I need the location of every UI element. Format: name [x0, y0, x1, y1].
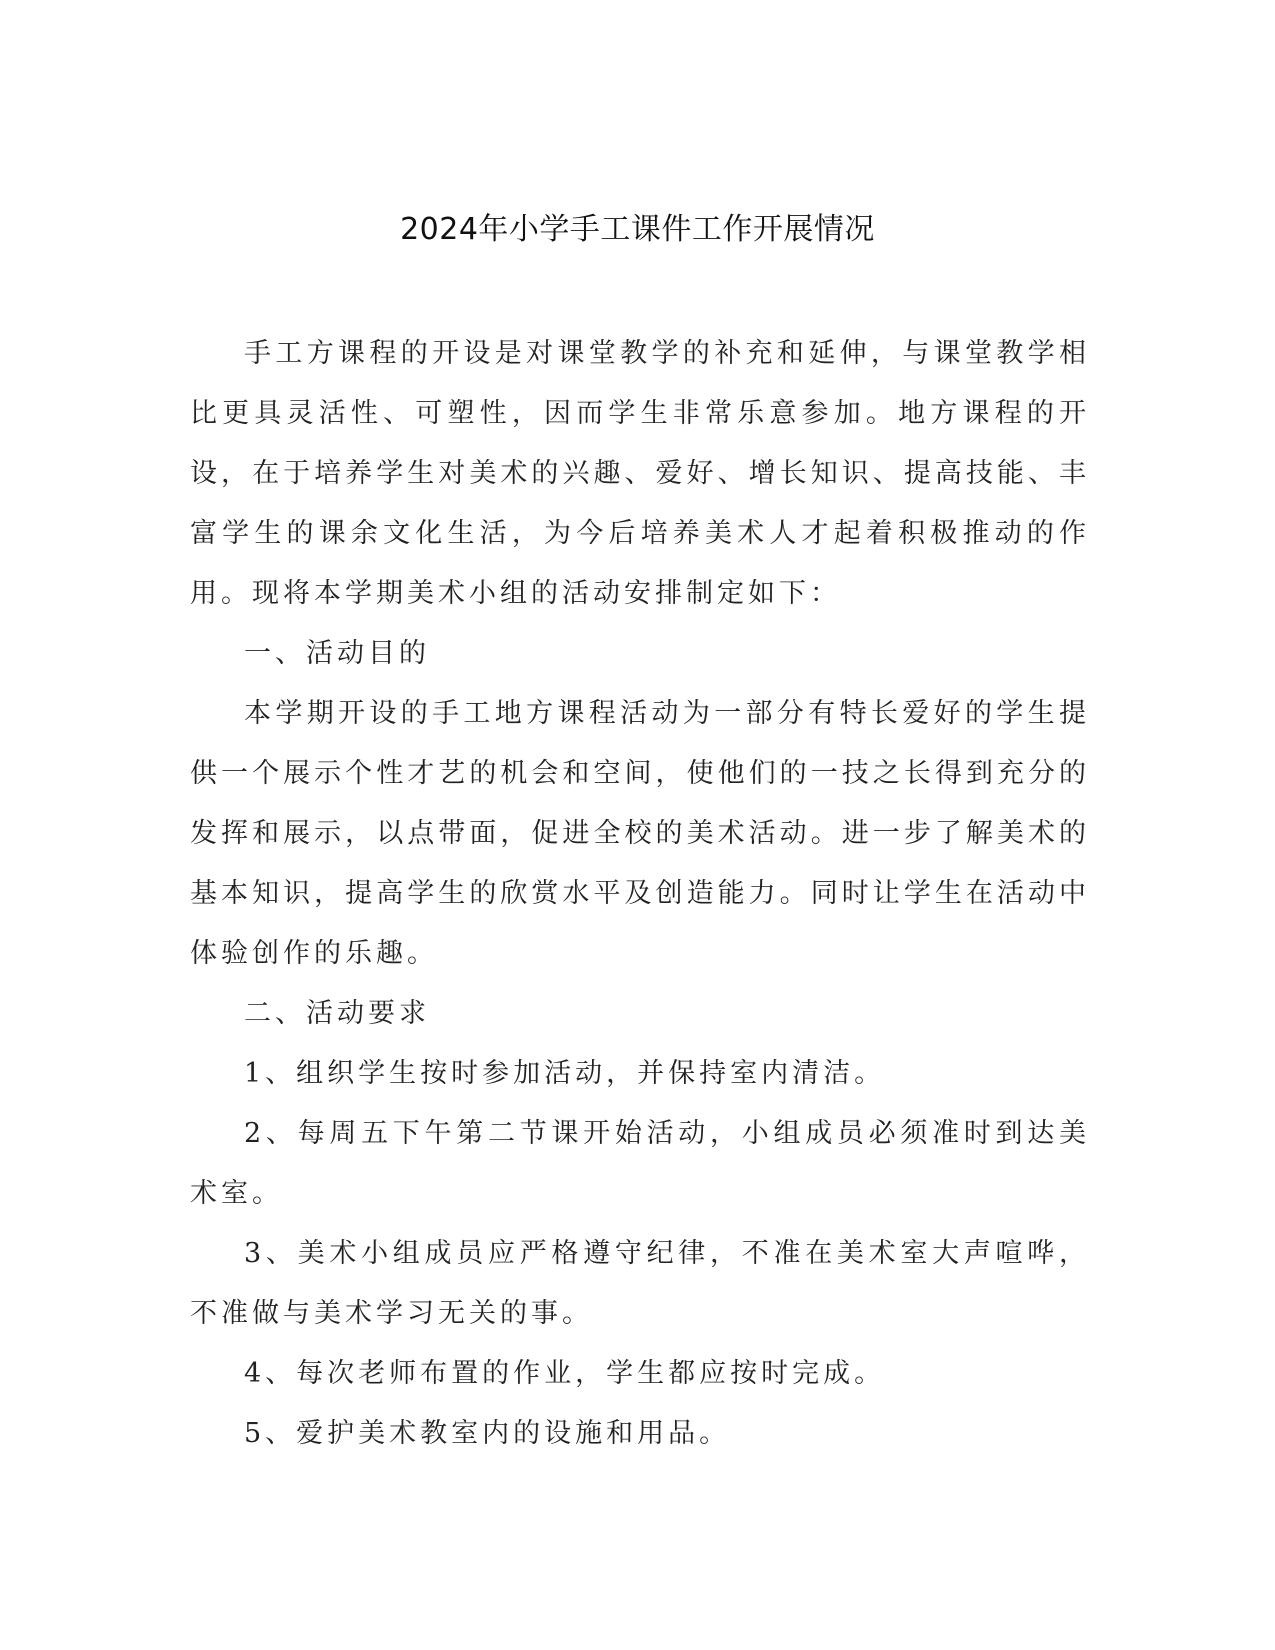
- intro-paragraph: 手工方课程的开设是对课堂教学的补充和延伸，与课堂教学相比更具灵活性、可塑性，因而学生非常乐意参加。地方课程的开设，在于培养学生对美术的兴趣、爱好、增长知识、提高技能、丰富学生的课余文化生活，为今后培养美术人才起着积极推动的作用。现将本学期美术小组的活动安排制定如下：: [190, 338, 1090, 609]
- section-heading-purpose: 一、活动目的: [244, 638, 430, 669]
- requirement-item-5: 5、爱护美术教室内的设施和用品。: [244, 1418, 731, 1449]
- document-title: 2024年小学手工课件工作开展情况: [400, 212, 875, 247]
- requirement-item-1: 1、组织学生按时参加活动，并保持室内清洁。: [244, 1058, 886, 1089]
- purpose-paragraph: 本学期开设的手工地方课程活动为一部分有特长爱好的学生提供一个展示个性才艺的机会和空间，使他们的一技之长得到充分的发挥和展示，以点带面，促进全校的美术活动。进一步了解美术的基本知识，提高学生的欣赏水平及创造能力。同时让学生在活动中体验创作的乐趣。: [190, 698, 1090, 969]
- requirement-item-2: 2、每周五下午第二节课开始活动，小组成员必须准时到达美术室。: [190, 1118, 1090, 1209]
- document-body: [190, 324, 1090, 1464]
- requirement-item-4: 4、每次老师布置的作业，学生都应按时完成。: [244, 1358, 886, 1389]
- requirement-item-3: 3、美术小组成员应严格遵守纪律，不准在美术室大声喧哗，不准做与美术学习无关的事。: [190, 1238, 1090, 1329]
- section-heading-requirements: 二、活动要求: [244, 998, 430, 1029]
